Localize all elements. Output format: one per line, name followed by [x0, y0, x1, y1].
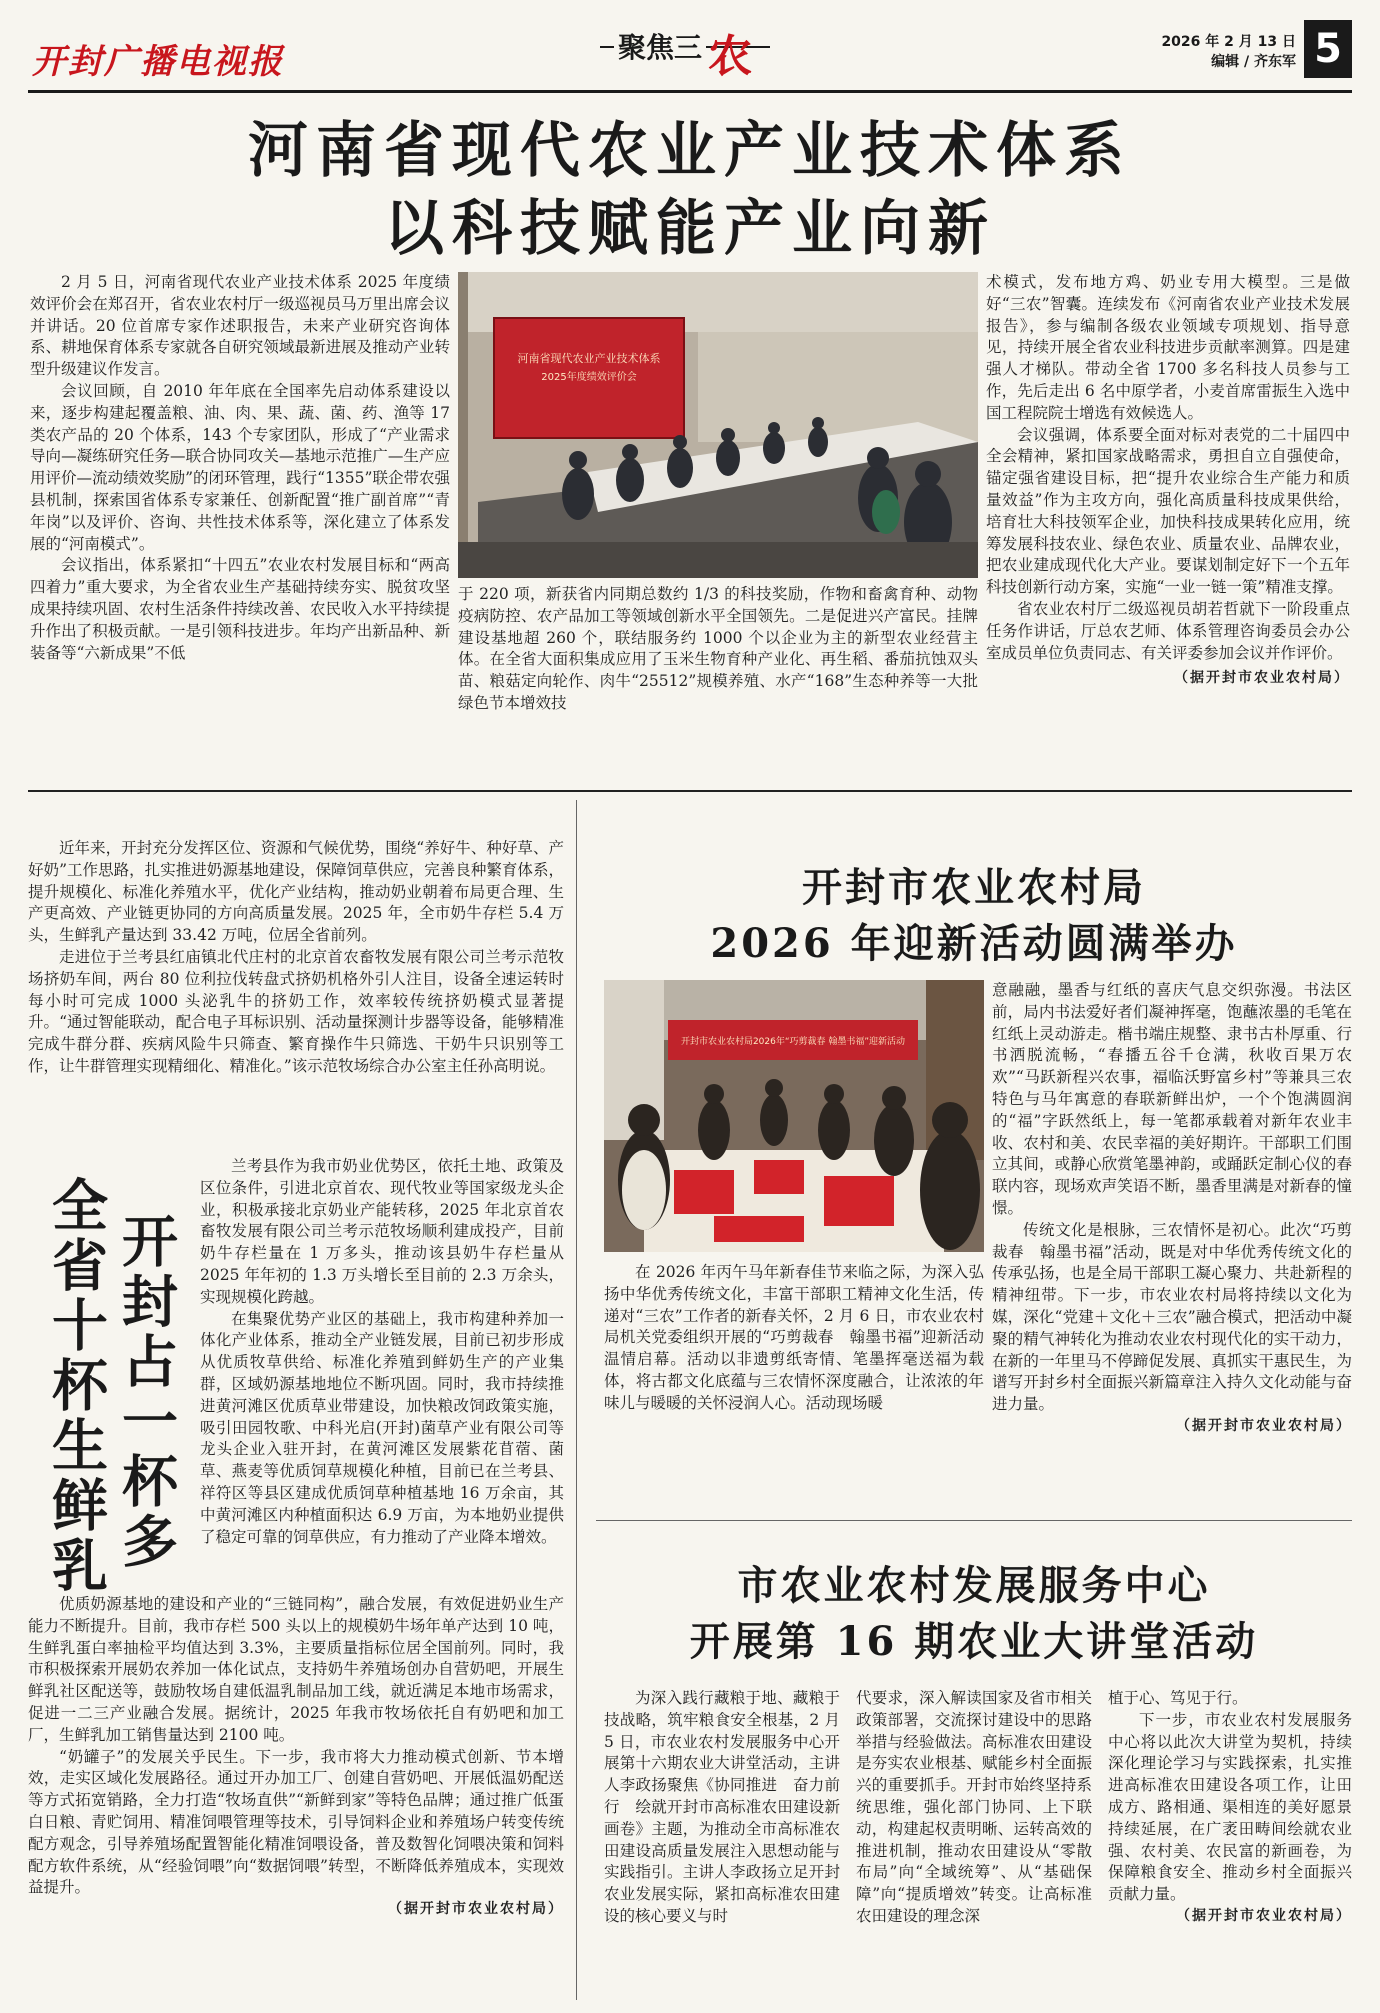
article3-column-right	[992, 980, 1352, 1438]
article4-paragraph: 为深入践行藏粮于地、藏粮于技战略，筑牢粮食安全根基，2 月 5 日，市农业农村发展服务中心开展第十六期农业大讲堂活动，主讲人李政扬聚焦《协同推进 奋力前行 绘就开封市高标准农田建设新画卷》主题，为推动全市高标准农田建设高质量发展注入思想动能与实践指引。主讲人李政扬立足开封农业发展实际，紧扣高标准农田建设的核心要义与时	[604, 1689, 840, 1925]
article4-paragraph: 下一步，市农业农村发展服务中心将以此次大讲堂为契机，持续深化理论学习与实践探索，扎实推进高标准农田建设各项工作，让田成方、路相通、渠相连的美好愿景持续延展，在广袤田畴间绘就农业强、农村美、农民富的新画卷，为保障粮食安全、推动乡村全面振兴贡献力量。	[1108, 1710, 1352, 1904]
article3-column-left	[604, 1262, 984, 1415]
article2-title-line1: 开封占一杯多	[113, 1212, 179, 1572]
event-banner-text: 开封市农业农村局2026年“巧剪裁春 翰墨书福”迎新活动	[680, 1037, 906, 1047]
article3-paragraph: 在 2026 年丙午马年新春佳节来临之际，为深入弘扬中华优秀传统文化，丰富干部职工精神文化生活，传递对“三农”工作者的新春关怀，2 月 6 日，市农业农村局机关党委组织开展的“巧剪裁春 翰墨书福”迎新活动温情启幕。活动以非遗剪纸寄情、笔墨挥毫送福为载体，将古都文化底蕴与三农情怀深度融合，让浓浓的年味儿与暖暖的关怀浸润人心。活动现场暖	[604, 1263, 984, 1412]
article1-column-3	[986, 272, 1350, 690]
article1-meeting-photo	[458, 272, 978, 578]
column-divider	[576, 800, 577, 2000]
article4-paragraph: 植于心、笃见于行。	[1108, 1689, 1248, 1707]
article3-title-line2: 2026 年迎新活动圆满举办	[710, 920, 1238, 967]
article2-paragraph: “奶罐子”的发展关乎民生。下一步，我市将大力推动模式创新、节本增效，走实区域化发展路径。通过开办加工厂、创建自营奶吧、开展低温奶配送等方式拓宽销路，全力打造“牧场直供”“新鲜到家”等特色品牌；通过推广低蛋白日粮、青贮饲用、精准饲喂管理等技术，引导饲料企业和养殖场户转变传统配方观念，引导养殖场配置智能化精准饲喂设备，普及数智化饲喂决策和饲料配方软件系统，从“经验饲喂”向“数据饲喂”转型，不断降低养殖成本，实现效益提升。	[28, 1747, 564, 1897]
article1-paragraph: 2 月 5 日，河南省现代农业产业技术体系 2025 年度绩效评价会在郑召开，省农业农村厅一级巡视员马万里出席会议并讲话。20 位首席专家作述职报告，未来产业研究咨询体系、耕地保育体系专家就各自研究领域最新进展及推动产业转型升级建议作发言。	[30, 273, 450, 379]
article3-calligraphy-photo	[604, 980, 984, 1252]
article1-paragraph: 会议指出，体系紧扣“十四五”农业农村发展目标和“两高四着力”重大要求，为全省农业生产基础持续夯实、脱贫攻坚成果持续巩固、农村生活条件持续改善、农民收入水平持续提升作出了积极贡献。一是引领科技进步。年均产出新品种、新装备等“六新成果”不低	[30, 556, 450, 662]
article2-source: （据开封市农业农村局）	[388, 1901, 564, 1918]
article4-title-line2: 开展第 16 期农业大讲堂活动	[689, 1618, 1259, 1665]
meeting-room-image	[458, 272, 978, 578]
section-title: 聚焦三	[614, 26, 706, 66]
article1-paragraph: 术模式，发布地方鸡、奶业专用大模型。三是做好“三农”智囊。连续发布《河南省农业产业技术发展报告》，参与编制各级农业领域专项规划、指导意见，持续开展全省农业科技进步贡献率测算。四是建强人才梯队。带动全省 1700 多名科技人员参与工作，先后走出 6 名中原学者，小麦首席雷振生入选中国工程院院士增选有效候选人。	[986, 273, 1350, 422]
editor-credit: 编辑 / 齐东军	[1211, 54, 1296, 70]
article4-column-3	[1108, 1688, 1352, 1928]
banner-text-line1: 河南省现代农业产业技术体系	[517, 352, 661, 365]
article4-headline	[596, 1558, 1352, 1670]
section-accent-char: 农	[708, 31, 752, 82]
article1-paragraph: 于 220 项，新获省内同期总数约 1/3 的科技奖励，作物和畜禽育种、动物疫病防控、农产品加工等领域创新水平全国领先。二是促进兴产富民。挂牌建设基地超 260 个，联结服务约 1000 个以企业为主的新型农业经营主体。在全省大面积集成应用了玉米生物育种产业化、再生稻、番茄抗蚀双头苗、粮菇定向轮作、肉牛“25512”规模养殖、水产“168”生态种养等一大批绿色节本增效技	[458, 585, 978, 712]
article2-title-line2: 全省十杯生鲜乳	[43, 1176, 109, 1596]
article1-title-line1: 河南省现代农业产业技术体系	[248, 116, 1132, 186]
article3-title-line1: 开封市农业农村局	[802, 864, 1146, 911]
article3-headline	[596, 860, 1352, 972]
page-number: 5	[1304, 20, 1352, 78]
article2-paragraph: 近年来，开封充分发挥区位、资源和气候优势，围绕“养好牛、种好草、产好奶”工作思路，扎实推进奶源基地建设，保障饲草供应，完善良种繁育体系，提升规模化、标准化养殖水平，优化产业结构，推动奶业朝着布局更合理、生产更高效、产业链更协同的方向高质量发展。2025 年，全市奶牛存栏 5.4 万头，生鲜乳产量达到 33.42 万吨，位居全省前列。	[28, 839, 564, 945]
issue-date: 2026 年 2 月 13 日	[1161, 34, 1296, 50]
article3-source: （据开封市农业农村局）	[1176, 1417, 1352, 1434]
masthead	[28, 20, 1352, 90]
article2-paragraph: 在集聚优势产业区的基础上，我市构建种养加一体化产业体系，推动全产业链发展，目前已初步形成从优质牧草供给、标准化养殖到鲜奶生产的产业集群，区域奶源基地地位不断巩固。同时，我市持续推进黄河滩区优质草业带建设，加快粮改饲政策实施，吸引田园牧歌、中科光启(开封)菌草产业有限公司等龙头企业入驻开封，在黄河滩区发展紫花苜蓿、菌草、燕麦等优质饲草规模化种植，目前已在兰考县、祥符区等县区建成优质饲草种植基地 16 万余亩，其中黄河滩区内种植面积达 6.9 万亩，为本地奶业提供了稳定可靠的饲草供应，有力推动了产业降本增效。	[200, 1309, 564, 1546]
article2-bottom-text	[28, 1594, 564, 1921]
article1-paragraph: 会议强调，体系要全面对标对表党的二十届四中全会精神，紧扣国家战略需求，勇担自立自强使命，锚定强省建设目标，把“提升农业综合生产能力和质量效益”作为主攻方向，强化高质量科技成果供给，培育壮大科技领军企业，加快科技成果转化应用，统筹发展科技农业、绿色农业、质量农业、品牌农业，把农业建成现代化大产业。要谋划制定好下一个五年科技创新行动方案，实施“一业一链一策”精准支撑。	[986, 425, 1350, 597]
article1-paragraph: 会议回顾，自 2010 年年底在全国率先启动体系建设以来，逐步构建起覆盖粮、油、肉、果、蔬、菌、药、渔等 17 类农产品的 20 个体系，143 个专家团队，形成了“产业需求导向—凝练研究任务—联合协同攻关—基地示范推广—生产应用评价—流动绩效奖励”的闭环管理，践行“1355”联企带农强县机制，探索国省体系专家兼任、创新配置“推广副首席”“青年岗”以及评价、咨询、共性技术体系等，深化建立了体系发展的“河南模式”。	[30, 381, 450, 553]
article4-paragraph: 代要求，深入解读国家及省市相关政策部署，交流探讨建设中的思路举措与经验做法。高标准农田建设是夯实农业根基、赋能乡村全面振兴的重要抓手。开封市始终坚持系统思维，强化部门协同、上下联动，构建起权责明晰、运转高效的推进机制，推动农田建设从“零散布局”向“全域统筹”、从“基础保障”向“提质增效”转变。让高标准农田建设的理念深	[856, 1689, 1092, 1925]
masthead-rule	[28, 90, 1352, 93]
article4-column-2	[856, 1688, 1092, 1928]
article1-headline	[100, 112, 1280, 268]
article1-title-line2: 以科技赋能产业向新	[384, 194, 996, 264]
article2-paragraph: 走进位于兰考县红庙镇北代庄村的北京首农畜牧发展有限公司兰考示范牧场挤奶车间，两台 80 位利拉伐转盘式挤奶机格外引人注目，设备全速运转时每小时可完成 1000 头泌乳牛的挤奶工作，效率较传统挤奶模式显著提升。“通过智能联动，配合电子耳标识别、活动量探测计步器等设备，能够精准完成牛群分群、疾病风险牛只筛查、繁育操作牛只筛选、干奶牛只识别等工作，让牛群管理实现精细化、精准化。”该示范牧场综合办公室主任孙高明说。	[28, 947, 564, 1075]
section-banner	[600, 20, 770, 82]
paper-name-logo: 开封广播电视报	[32, 42, 284, 82]
article2-top-text	[28, 838, 564, 1078]
calligraphy-event-image	[604, 980, 984, 1252]
article3-paragraph: 传统文化是根脉，三农情怀是初心。此次“巧剪裁春 翰墨书福”活动，既是对中华优秀传统文化的传承弘扬，也是全局干部职工凝心聚力、共赴新程的精神纽带。下一步，市农业农村局将持续以文化为媒，深化“党建＋文化＋三农”融合模式，把活动中凝聚的精气神转化为推动农业农村现代化的实干动力，在新的一年里马不停蹄促发展、真抓实干惠民生，为谱写开封乡村全面振兴新篇章注入持久文化动能与奋进力量。	[992, 1220, 1352, 1414]
article3-paragraph: 意融融，墨香与红纸的喜庆气息交织弥漫。书法区前，局内书法爱好者们凝神挥毫，饱蘸浓墨的毛笔在红纸上灵动游走。楷书端庄规整、隶书古朴厚重、行书洒脱流畅，“春播五谷千仓满，秋收百果万农欢”“马跃新程兴农事，福临沃野富乡村”等兼具三农特色与马年寓意的春联新鲜出炉，一个个饱满圆润的“福”字跃然纸上，每一笔都承载着对新年农业丰收、农村和美、农民幸福的美好期许。干部职工们围立其间，或静心欣赏笔墨神韵，或踊跃定制心仪的春联内容，现场欢声笑语不断，墨香里满是对新春的憧憬。	[992, 981, 1352, 1217]
article4-title-line1: 市农业农村发展服务中心	[737, 1562, 1211, 1609]
article2-paragraph: 优质奶源基地的建设和产业的“三链同构”，融合发展，有效促进奶业生产能力不断提升。目前，我市存栏 500 头以上的规模奶牛场年单产达到 10 吨，生鲜乳蛋白率抽检平均值达到 3.3%，主要质量指标位居全国前列。同时，我市积极探索开展奶农养加一体化试点，支持奶牛养殖场创办自营奶吧，开展生鲜乳社区配送等，鼓励牧场自建低温乳制品加工线，就近满足本地市场需求，促进一二三产业融合发展。据统计，2025 年我市牧场依托自有奶吧和加工厂，生鲜乳加工销售量达到 2100 吨。	[28, 1595, 564, 1744]
article1-source: （据开封市农业农村局）	[1174, 670, 1350, 687]
banner-text-line2: 2025年度绩效评价会	[541, 372, 637, 383]
article1-column-2	[458, 584, 978, 715]
article2-side-text	[200, 1156, 564, 1548]
section-divider	[28, 790, 1352, 792]
section-divider	[596, 1520, 1352, 1521]
article1-column-1	[30, 272, 450, 664]
article4-column-1	[604, 1688, 840, 1928]
date-editor-block	[1161, 32, 1296, 72]
article1-paragraph: 省农业农村厅二级巡视员胡若哲就下一阶段重点任务作讲话，厅总农艺师、体系管理咨询委员会办公室成员单位负责同志、有关评委参加会议并作评价。	[986, 599, 1350, 662]
article2-paragraph: 兰考县作为我市奶业优势区，依托土地、政策及区位条件，引进北京首农、现代牧业等国家级龙头企业，积极承接北京奶业产能转移，2025 年北京首农畜牧发展有限公司兰考示范牧场顺利建成投产，目前奶牛存栏量在 1 万多头，推动该县奶牛存栏量从 2025 年年初的 1.3 万头增长至目前的 2.3 万余头，实现规模化跨越。	[200, 1157, 564, 1306]
article4-source: （据开封市农业农村局）	[1176, 1907, 1352, 1924]
